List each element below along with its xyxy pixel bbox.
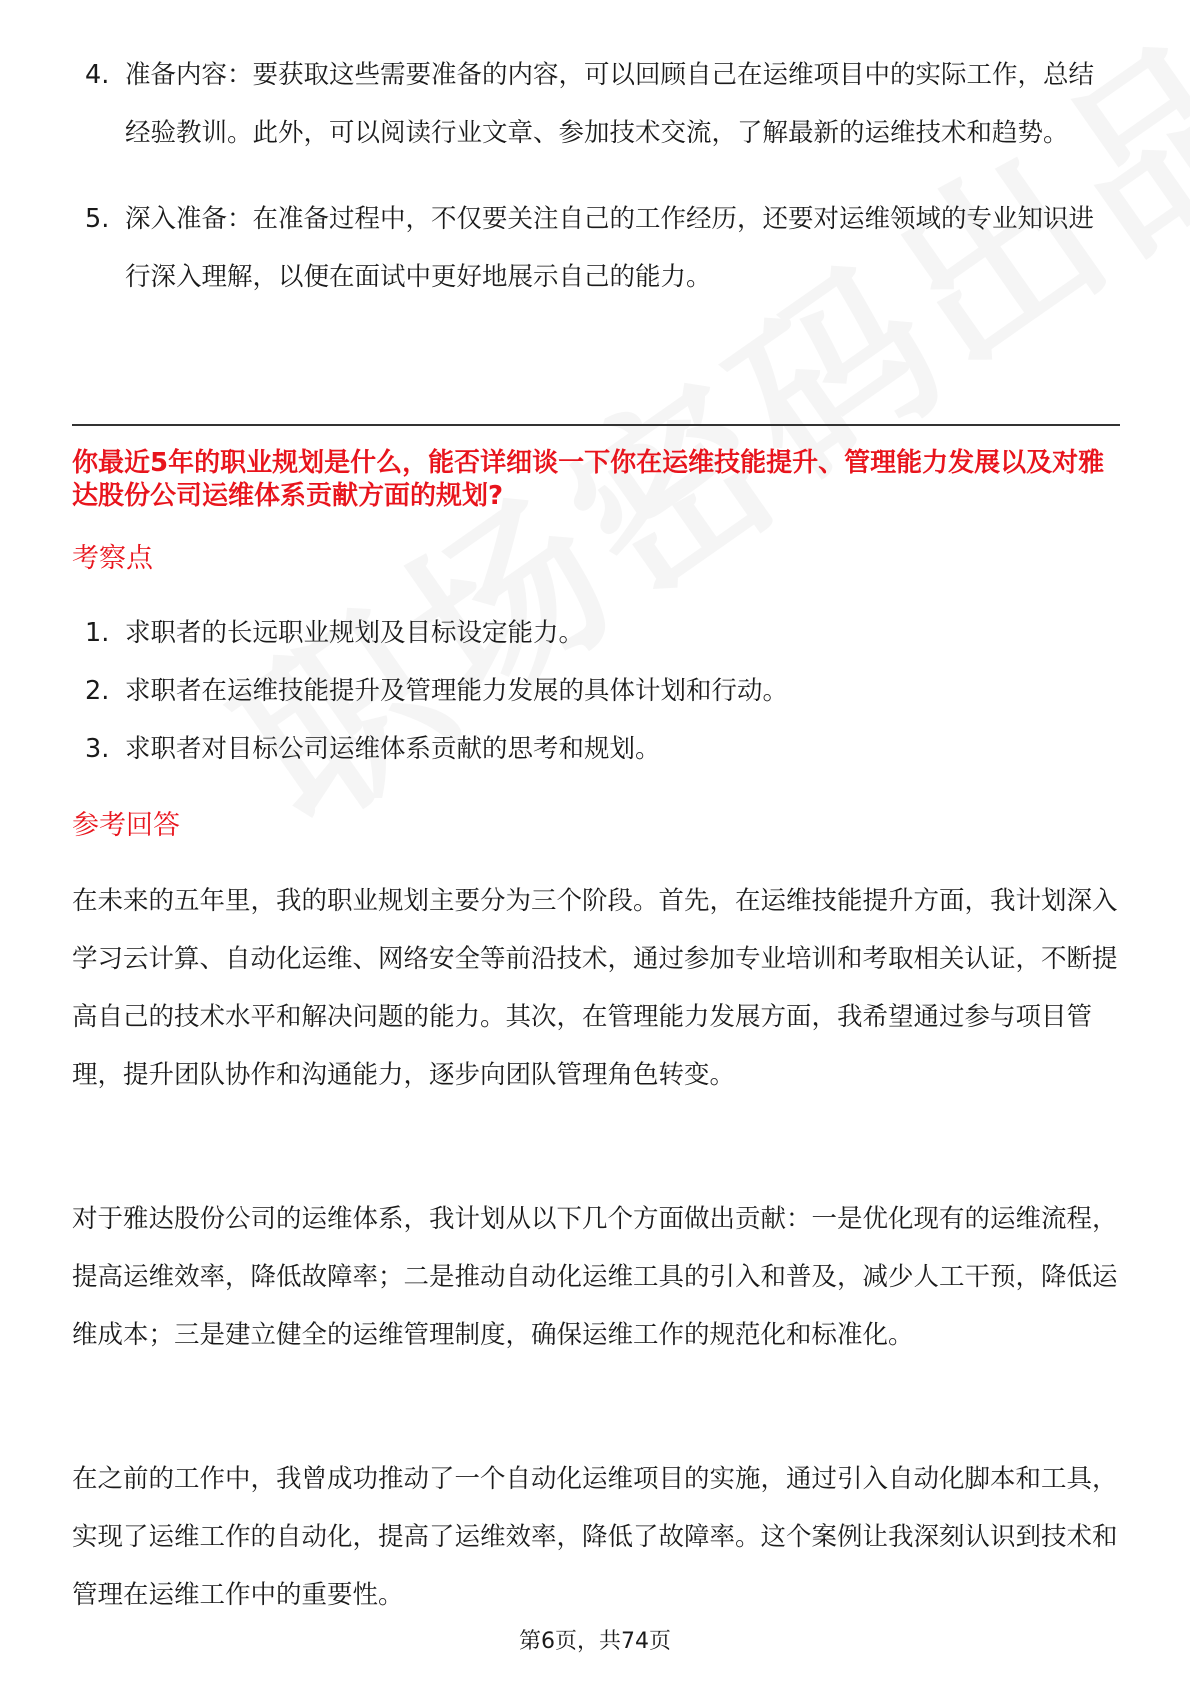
prep-list	[70, 46, 1110, 320]
answer-paragraph: 在之前的工作中，我曾成功推动了一个自动化运维项目的实施，通过引入自动化脚本和工具，实现了运维工作的自动化，提高了运维效率，降低了故障率。这个案例让我深刻认识到技术和管理在运维工作中的重要性。	[72, 1464, 1118, 1610]
list-text: 深入准备：在准备过程中，不仅要关注自己的工作经历，还要对运维领域的专业知识进行深入理解，以便在面试中更好地展示自己的能力。	[125, 204, 1095, 292]
list-number: 2.	[85, 676, 110, 706]
list-number: 3.	[85, 734, 110, 764]
assessment-list	[70, 604, 1110, 778]
section-divider	[72, 424, 1120, 426]
list-item	[70, 662, 1110, 720]
list-text: 求职者对目标公司运维体系贡献的思考和规划。	[125, 734, 661, 764]
answer-paragraph: 在未来的五年里，我的职业规划主要分为三个阶段。首先，在运维技能提升方面，我计划深入学习云计算、自动化运维、网络安全等前沿技术，通过参加专业培训和考取相关认证，不断提高自己的技术水平和解决问题的能力。其次，在管理能力发展方面，我希望通过参与项目管理，提升团队协作和沟通能力，逐步向团队管理角色转变。	[72, 886, 1118, 1090]
list-text: 求职者在运维技能提升及管理能力发展的具体计划和行动。	[125, 676, 789, 706]
page-number: 第6页，共74页	[519, 1629, 671, 1654]
list-item	[70, 46, 1110, 162]
answer-paragraph: 对于雅达股份公司的运维体系，我计划从以下几个方面做出贡献：一是优化现有的运维流程，提高运维效率，降低故障率；二是推动自动化运维工具的引入和普及，减少人工干预，降低运维成本；三是建立健全的运维管理制度，确保运维工作的规范化和标准化。	[72, 1204, 1118, 1350]
list-number: 1.	[85, 618, 110, 648]
list-item	[70, 720, 1110, 778]
list-text: 求职者的长远职业规划及目标设定能力。	[125, 618, 585, 648]
interview-question: 你最近5年的职业规划是什么，能否详细谈一下你在运维技能提升、管理能力发展以及对雅达股份公司运维体系贡献方面的规划?	[72, 448, 1105, 511]
answer-title: 参考回答	[72, 810, 180, 841]
list-number: 5.	[85, 204, 110, 234]
list-item	[70, 190, 1110, 306]
assessment-title: 考察点	[72, 543, 153, 574]
list-text: 准备内容：要获取这些需要准备的内容，可以回顾自己在运维项目中的实际工作，总结经验教训。此外，可以阅读行业文章、参加技术交流，了解最新的运维技术和趋势。	[125, 60, 1095, 148]
list-item	[70, 604, 1110, 662]
list-number: 4.	[85, 60, 110, 90]
